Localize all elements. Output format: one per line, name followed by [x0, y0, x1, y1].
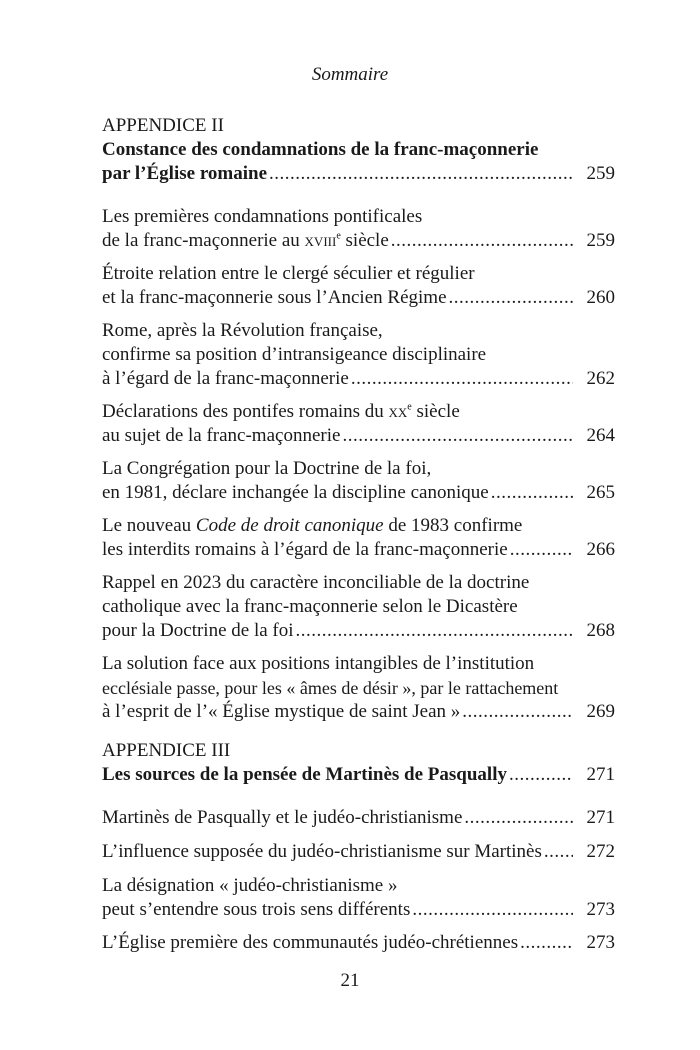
dot-leader [351, 367, 573, 391]
page-number: 259 [586, 230, 615, 251]
page-number: 269 [586, 701, 615, 722]
appendix-2-title-entry[interactable] [102, 162, 615, 186]
toc-entry-last-line [102, 700, 615, 724]
toc-entry-last-line [102, 619, 615, 643]
page-number: 265 [586, 482, 615, 503]
toc-entry-line: Rome, après la Révolution française, [102, 320, 383, 341]
toc-entry-text: de la franc-maçonnerie au xviii$^e$ siècle [102, 230, 389, 251]
toc-entry-line: Rappel en 2023 du caractère inconciliable de la doctrine [102, 572, 530, 593]
toc-entry-last-line [102, 367, 615, 391]
toc-entry-text: L’influence supposée du judéo-christianisme sur Martinès [102, 841, 542, 862]
toc-entry-last-line [102, 229, 615, 253]
toc-entry-last-line [102, 481, 615, 505]
century-suffix: e [407, 401, 412, 413]
toc-entry-line: La Congrégation pour la Doctrine de la foi, [102, 458, 432, 479]
appendix-2-section [102, 114, 615, 186]
appendix-2-label: APPENDICE II [102, 115, 224, 136]
toc-entry-last-line [102, 898, 615, 922]
toc-entry[interactable] [102, 319, 615, 391]
toc-entry-line: La désignation « judéo-christianisme » [102, 875, 398, 896]
toc-entry-last-line [102, 806, 615, 830]
toc-entry-text: peut s’entendre sous trois sens différents [102, 899, 411, 920]
toc-entry[interactable] [102, 652, 615, 724]
toc-entry-text: L’Église première des communautés judéo-chrétiennes [102, 932, 519, 953]
dot-leader [510, 538, 573, 562]
running-header: Sommaire [311, 64, 389, 85]
dot-leader [391, 229, 573, 253]
dot-leader [544, 840, 573, 864]
toc-entry-text: en 1981, déclare inchangée la discipline canonique [102, 482, 489, 503]
dot-leader [412, 898, 573, 922]
toc-entry[interactable] [102, 571, 615, 643]
century-numeral: xx [388, 401, 408, 422]
page-number: 264 [586, 425, 615, 446]
toc-entry[interactable] [102, 457, 615, 505]
toc-entry[interactable] [102, 931, 615, 955]
page-footer-number: 21 [340, 970, 360, 991]
appendix-3-label: APPENDICE III [102, 740, 231, 761]
toc-entry-line: Les premières condamnations pontificales [102, 206, 423, 227]
appendix-3-title-entry[interactable] [102, 763, 615, 787]
page-number: 273 [586, 899, 615, 920]
book-title: Code de droit canonique [195, 515, 384, 536]
dot-leader [449, 286, 574, 310]
dot-leader [520, 931, 573, 955]
appendix-2-title-text: par l’Église romaine [102, 163, 268, 184]
toc-entry-text: et la franc-maçonnerie sous l’Ancien Régime [102, 287, 447, 308]
century-suffix: e [336, 230, 341, 242]
appendix-2-title-line: Constance des condamnations de la franc-maçonnerie [102, 139, 539, 160]
dot-leader [509, 763, 573, 787]
appendix-3-title-text: Les sources de la pensée de Martinès de Pasqually [102, 764, 507, 785]
toc-entry-text: à l’égard de la franc-maçonnerie [102, 368, 349, 389]
toc-entry[interactable] [102, 840, 615, 864]
toc-entry-line: Le nouveau Code de droit canonique de 1983 confirme [102, 515, 523, 536]
toc-entry[interactable] [102, 205, 615, 253]
page-number: 260 [586, 287, 615, 308]
dot-leader [342, 424, 573, 448]
dot-leader [296, 619, 573, 643]
dot-leader [464, 806, 573, 830]
toc-entry-last-line [102, 931, 615, 955]
toc-entry-last-line [102, 286, 615, 310]
page-number: 266 [586, 539, 615, 560]
toc-entry[interactable] [102, 874, 615, 922]
appendix-2-entries [102, 205, 615, 733]
appendix-3-entries [102, 806, 615, 964]
toc-entry-last-line [102, 840, 615, 864]
toc-entry-text: pour la Doctrine de la foi [102, 620, 294, 641]
toc-entry-text: à l’esprit de l’« Église mystique de saint Jean » [102, 701, 461, 722]
page-number: 259 [586, 163, 615, 184]
toc-entry[interactable] [102, 400, 615, 448]
page-number: 273 [586, 932, 615, 953]
toc-entry[interactable] [102, 262, 615, 310]
page-number: 268 [586, 620, 615, 641]
toc-entry-line: Déclarations des pontifes romains du $xx^e$ siècle [102, 401, 460, 422]
toc-entry-last-line [102, 538, 615, 562]
dot-leader [269, 162, 573, 186]
century-numeral: xviii [304, 230, 337, 251]
toc-entry-line: Étroite relation entre le clergé séculier et régulier [102, 263, 475, 284]
page-number: 272 [586, 841, 615, 862]
toc-entry[interactable] [102, 514, 615, 562]
toc-entry-text: Martinès de Pasqually et le judéo-christianisme [102, 807, 463, 828]
dot-leader [491, 481, 573, 505]
toc-entry-line: ecclésiale passe, pour les « âmes de désir », par le rattachement [102, 678, 559, 698]
dot-leader [462, 700, 573, 724]
appendix-3-section [102, 739, 615, 787]
page-number: 262 [586, 368, 615, 389]
page-number: 271 [586, 807, 615, 828]
toc-entry-text: les interdits romains à l’égard de la franc-maçonnerie [102, 539, 508, 560]
toc-entry[interactable] [102, 806, 615, 830]
page-number: 271 [586, 764, 615, 785]
toc-entry-text: au sujet de la franc-maçonnerie [102, 425, 341, 446]
toc-entry-line: confirme sa position d’intransigeance disciplinaire [102, 344, 487, 365]
toc-entry-line: La solution face aux positions intangibles de l’institution [102, 653, 535, 674]
toc-entry-last-line [102, 424, 615, 448]
toc-entry-line: catholique avec la franc-maçonnerie selon le Dicastère [102, 596, 518, 617]
